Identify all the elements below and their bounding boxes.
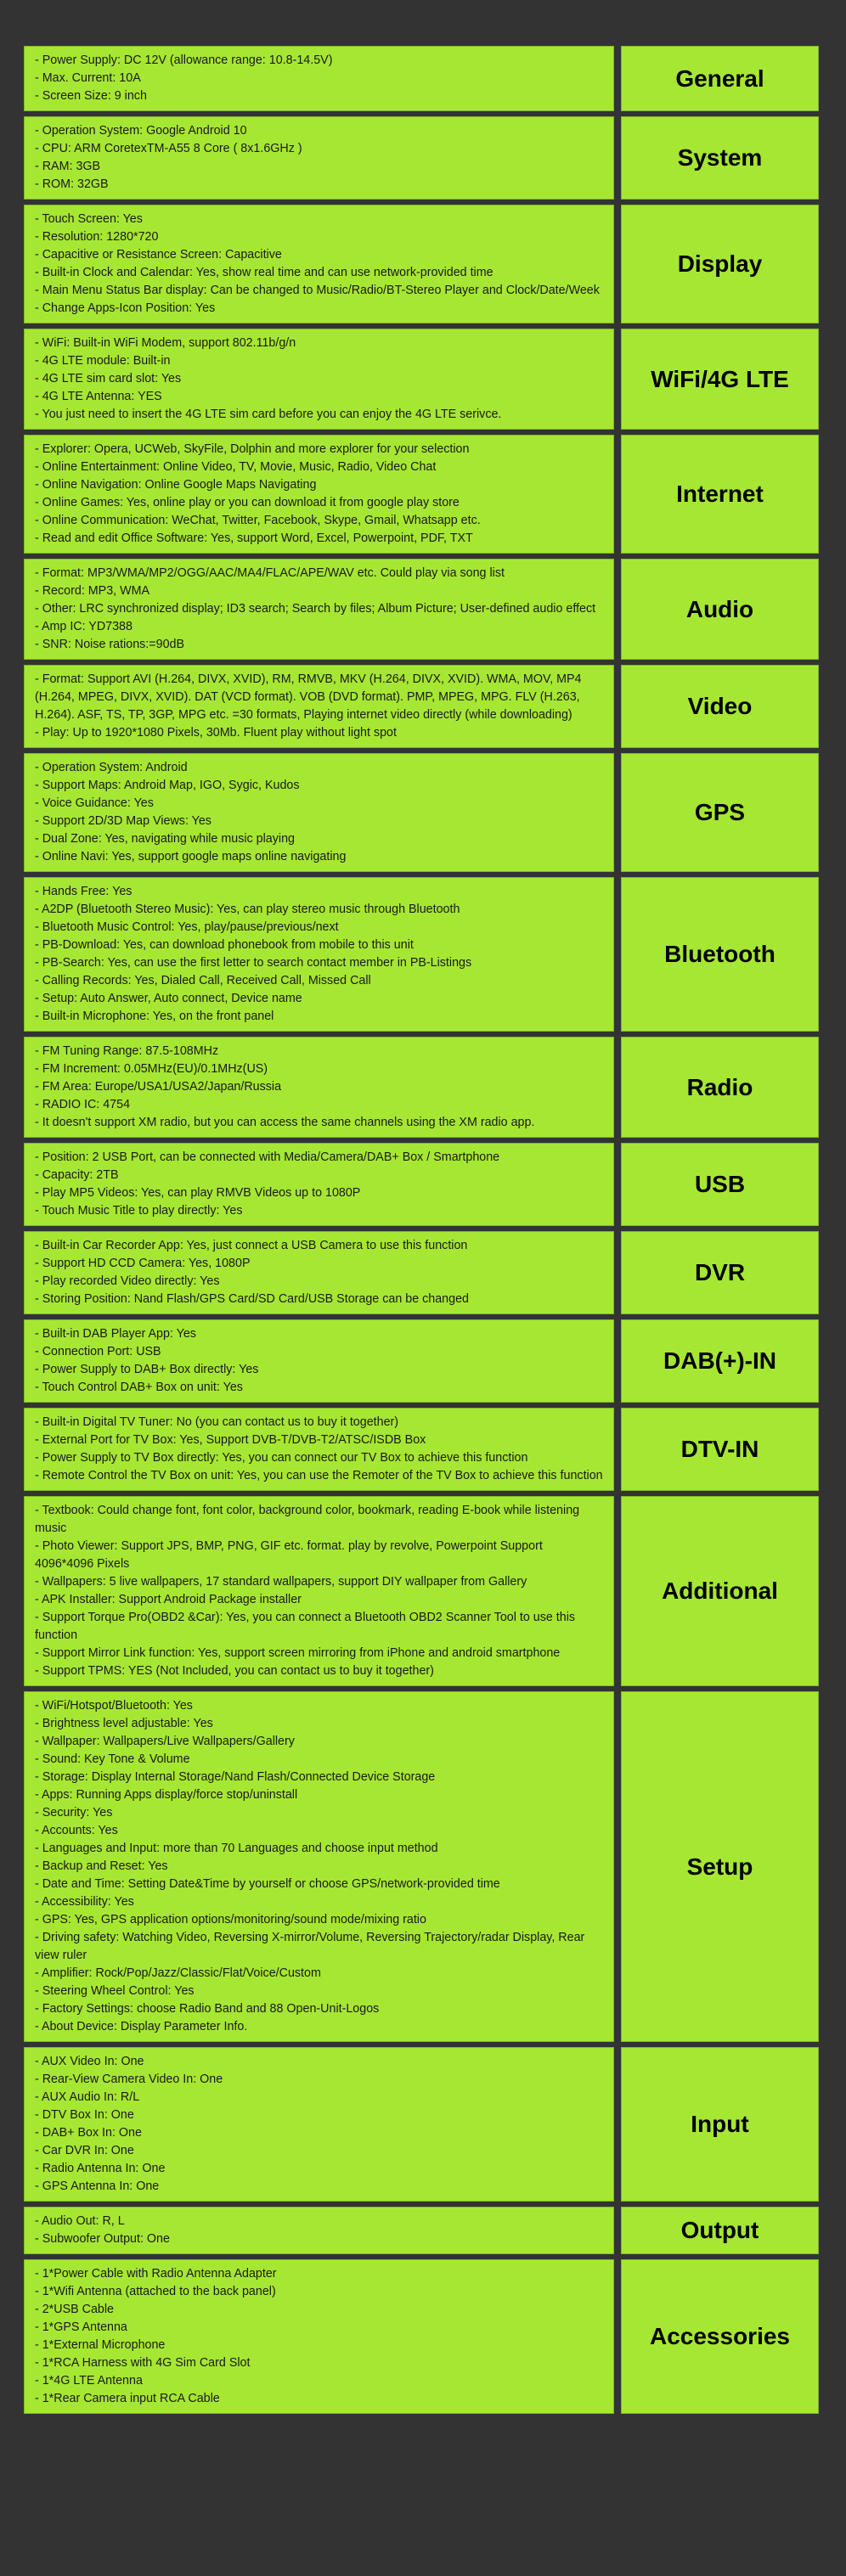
spec-row [24,2207,819,2259]
spec-line: - Explorer: Opera, UCWeb, SkyFile, Dolphin and more explorer for your selection [35,442,470,456]
spec-category-title: System [621,116,819,200]
spec-line: - Date and Time: Setting Date&Time by yourself or choose GPS/network-provided time [35,1877,500,1891]
spec-gap [614,1037,621,1138]
spec-gap [614,2259,621,2414]
spec-description [24,1231,614,1314]
spec-gap [614,753,621,872]
spec-line: - Power Supply to DAB+ Box directly: Yes [35,1363,259,1376]
spec-line: - Storage: Display Internal Storage/Nand Flash/Connected Device Storage [35,1770,436,1784]
spec-line: - Radio Antenna In: One [35,2162,166,2175]
spec-line: - Security: Yes [35,1806,113,1820]
spec-category-title: Accessories [621,2259,819,2414]
spec-category-title: Output [621,2207,819,2254]
spec-line: - Brightness level adjustable: Yes [35,1717,213,1730]
spec-gap [614,1319,621,1403]
spec-row [24,665,819,753]
spec-line: - Other: LRC synchronized display; ID3 search; Search by files; Album Picture; User-defined audio effect [35,602,596,616]
spec-line: - Support Torque Pro(OBD2 &Car): Yes, you can connect a Bluetooth OBD2 Scanner Tool to use this function [35,1611,576,1642]
spec-line: - Online Navi: Yes, support google maps online navigating [35,850,347,863]
spec-line: - Car DVR In: One [35,2144,134,2157]
spec-category-title: DVR [621,1231,819,1314]
spec-description [24,1691,614,2042]
spec-gap [614,559,621,660]
spec-line: - Storing Position: Nand Flash/GPS Card/SD Card/USB Storage can be changed [35,1292,469,1306]
spec-line: - Touch Music Title to play directly: Yes [35,1204,243,1218]
spec-line: - GPS: Yes, GPS application options/monitoring/sound mode/mixing ratio [35,1913,426,1926]
spec-category-title: Video [621,665,819,748]
spec-line: - Online Communication: WeChat, Twitter, Facebook, Skype, Gmail, Whatsapp etc. [35,514,481,527]
spec-category-title: General [621,46,819,111]
spec-line: - Capacity: 2TB [35,1168,119,1182]
spec-description [24,435,614,554]
spec-category-title: Bluetooth [621,877,819,1032]
spec-line: - 1*GPS Antenna [35,2320,127,2334]
spec-line: - RAM: 3GB [35,160,101,173]
spec-line: - Sound: Key Tone & Volume [35,1752,190,1766]
spec-line: - Hands Free: Yes [35,885,133,898]
spec-line: - Support TPMS: YES (Not Included, you can contact us to buy it together) [35,1664,434,1678]
spec-line: - PB-Search: Yes, can use the first letter to search contact member in PB-Listings [35,956,472,970]
spec-row [24,2259,819,2419]
spec-description [24,205,614,323]
spec-line: - Amplifier: Rock/Pop/Jazz/Classic/Flat/Voice/Custom [35,1966,321,1980]
spec-line: - Bluetooth Music Control: Yes, play/pause/previous/next [35,920,339,934]
spec-gap [614,1496,621,1686]
spec-row [24,1231,819,1319]
spec-line: - Online Navigation: Online Google Maps Navigating [35,478,317,492]
spec-line: - WiFi/Hotspot/Bluetooth: Yes [35,1699,193,1713]
spec-line: - Support HD CCD Camera: Yes, 1080P [35,1257,251,1270]
spec-line: - Main Menu Status Bar display: Can be changed to Music/Radio/BT-Stereo Player and Clock/Date/Week [35,284,600,297]
spec-line: - Max. Current: 10A [35,71,141,85]
spec-line: - 2*USB Cable [35,2303,114,2316]
spec-gap [614,46,621,111]
spec-line: - Steering Wheel Control: Yes [35,1984,195,1998]
spec-row [24,559,819,665]
spec-line: - Calling Records: Yes, Dialed Call, Received Call, Missed Call [35,974,371,987]
spec-description [24,559,614,660]
spec-line: - Format: MP3/WMA/MP2/OGG/AAC/MA4/FLAC/APE/WAV etc. Could play via song list [35,566,505,580]
spec-line: - Resolution: 1280*720 [35,230,159,244]
spec-gap [614,205,621,323]
spec-line: - Play MP5 Videos: Yes, can play RMVB Videos up to 1080P [35,1186,361,1200]
spec-line: - Audio Out: R, L [35,2214,125,2228]
spec-line: - 1*4G LTE Antenna [35,2374,143,2388]
spec-line: - Built-in Car Recorder App: Yes, just connect a USB Camera to use this function [35,1239,468,1252]
spec-line: - DTV Box In: One [35,2108,134,2122]
spec-line: - Format: Support AVI (H.264, DIVX, XVID), RM, RMVB, MKV (H.264, DIVX, XVID). WMA, MOV, MP4 (H.264, MPEG, DIVX, XVID). DAT (VCD format). VOB (DVD format). PMP, MPEG, MPG. FLV (H.263, H.264). ASF, TS, TP, 3GP, MPG etc. =30 formats, Playing internet video directly (while downloading) [35,672,582,722]
spec-line: - Remote Control the TV Box on unit: Yes, you can use the Remoter of the TV Box to achieve this function [35,1469,603,1482]
spec-line: - Wallpaper: Wallpapers/Live Wallpapers/Gallery [35,1735,295,1748]
spec-line: - Built-in Clock and Calendar: Yes, show real time and can use network-provided time [35,266,494,279]
spec-line: - Support Mirror Link function: Yes, support screen mirroring from iPhone and android smartphone [35,1646,561,1660]
spec-description [24,2047,614,2202]
spec-gap [614,1691,621,2042]
spec-description [24,1408,614,1491]
spec-line: - Voice Guidance: Yes [35,796,154,810]
spec-category-title: Internet [621,435,819,554]
spec-line: - 1*Power Cable with Radio Antenna Adapter [35,2267,277,2281]
spec-row [24,2047,819,2207]
spec-gap [614,877,621,1032]
spec-description [24,1319,614,1403]
spec-line: - Support Maps: Android Map, IGO, Sygic, Kudos [35,779,300,792]
spec-line: - RADIO IC: 4754 [35,1098,131,1111]
spec-row [24,1143,819,1231]
spec-line: - About Device: Display Parameter Info. [35,2020,248,2033]
spec-line: - Accessibility: Yes [35,1895,134,1909]
spec-line: - 4G LTE sim card slot: Yes [35,372,182,385]
spec-line: - 1*Rear Camera input RCA Cable [35,2392,220,2405]
spec-line: - Read and edit Office Software: Yes, support Word, Excel, Powerpoint, PDF, TXT [35,532,473,545]
spec-row [24,1037,819,1143]
spec-line: - Play recorded Video directly: Yes [35,1274,220,1288]
spec-row [24,753,819,877]
spec-category-title: DAB(+)-IN [621,1319,819,1403]
spec-line: - Built-in Digital TV Tuner: No (you can contact us to buy it together) [35,1415,399,1429]
spec-gap [614,1231,621,1314]
spec-row [24,1408,819,1496]
spec-line: - Record: MP3, WMA [35,584,150,598]
spec-category-title: WiFi/4G LTE [621,329,819,430]
spec-gap [614,1408,621,1491]
spec-line: - 4G LTE module: Built-in [35,354,171,368]
spec-line: - 1*RCA Harness with 4G Sim Card Slot [35,2356,251,2370]
spec-line: - Backup and Reset: Yes [35,1859,168,1873]
spec-line: - 4G LTE Antenna: YES [35,390,162,403]
spec-line: - Subwoofer Output: One [35,2232,170,2246]
spec-row [24,877,819,1037]
spec-line: - GPS Antenna In: One [35,2179,160,2193]
spec-line: - Rear-View Camera Video In: One [35,2073,223,2086]
spec-line: - APK Installer: Support Android Package installer [35,1593,302,1606]
spec-line: - Touch Screen: Yes [35,212,143,226]
spec-line: - Operation System: Android [35,761,188,774]
spec-line: - FM Increment: 0.05MHz(EU)/0.1MHz(US) [35,1062,268,1076]
spec-gap [614,116,621,200]
spec-row [24,329,819,435]
spec-line: - Play: Up to 1920*1080 Pixels, 30Mb. Fluent play without light spot [35,726,397,740]
spec-category-title: Audio [621,559,819,660]
spec-line: - External Port for TV Box: Yes, Support DVB-T/DVB-T2/ATSC/ISDB Box [35,1433,426,1447]
spec-line: - Driving safety: Watching Video, Reversing X-mirror/Volume, Reversing Trajectory/radar Display, Rear view ruler [35,1931,585,1962]
spec-line: - Amp IC: YD7388 [35,620,133,633]
spec-line: - Screen Size: 9 inch [35,89,147,103]
spec-gap [614,2207,621,2254]
spec-row [24,46,819,116]
spec-row [24,435,819,559]
spec-line: - Factory Settings: choose Radio Band and 88 Open-Unit-Logos [35,2002,380,2016]
spec-line: - It doesn't support XM radio, but you can access the same channels using the XM radio app. [35,1116,535,1129]
spec-category-title: Display [621,205,819,323]
spec-category-title: Setup [621,1691,819,2042]
spec-category-title: Additional [621,1496,819,1686]
spec-line: - Connection Port: USB [35,1345,161,1358]
spec-line: - Capacitive or Resistance Screen: Capacitive [35,248,282,262]
spec-line: - Operation System: Google Android 10 [35,124,247,138]
spec-line: - Change Apps-Icon Position: Yes [35,301,216,315]
spec-description [24,2207,614,2254]
spec-gap [614,1143,621,1226]
spec-line: - Languages and Input: more than 70 Languages and choose input method [35,1842,438,1855]
spec-description [24,1143,614,1226]
spec-line: - Built-in DAB Player App: Yes [35,1327,196,1341]
spec-line: - Photo Viewer: Support JPS, BMP, PNG, GIF etc. format. play by revolve, Powerpoint Support 4096*4096 Pixels [35,1539,543,1571]
spec-gap [614,665,621,748]
spec-line: - Online Entertainment: Online Video, TV, Movie, Music, Radio, Video Chat [35,460,437,474]
spec-line: - FM Tuning Range: 87.5-108MHz [35,1044,219,1058]
spec-description [24,46,614,111]
spec-line: - ROM: 32GB [35,177,109,191]
spec-line: - Power Supply to TV Box directly: Yes, you can connect our TV Box to achieve this function [35,1451,528,1465]
spec-line: - Power Supply: DC 12V (allowance range: 10.8-14.5V) [35,53,333,67]
spec-line: - You just need to insert the 4G LTE sim card before you can enjoy the 4G LTE serivce. [35,408,502,421]
spec-row [24,205,819,329]
spec-description [24,329,614,430]
spec-table [24,46,819,2419]
spec-description [24,1496,614,1686]
spec-line: - DAB+ Box In: One [35,2126,142,2140]
spec-line: - FM Area: Europe/USA1/USA2/Japan/Russia [35,1080,282,1094]
spec-line: - Dual Zone: Yes, navigating while music playing [35,832,295,846]
spec-line: - SNR: Noise rations:=90dB [35,638,185,651]
spec-line: - Touch Control DAB+ Box on unit: Yes [35,1381,243,1394]
spec-description [24,877,614,1032]
spec-line: - 1*External Microphone [35,2338,166,2352]
spec-line: - PB-Download: Yes, can download phonebook from mobile to this unit [35,938,414,952]
spec-category-title: Input [621,2047,819,2202]
spec-line: - Apps: Running Apps display/force stop/uninstall [35,1788,298,1802]
spec-description [24,665,614,748]
spec-description [24,1037,614,1138]
spec-row [24,116,819,205]
spec-line: - Textbook: Could change font, font color, background color, bookmark, reading E-book while listening music [35,1504,580,1535]
spec-line: - Built-in Microphone: Yes, on the front panel [35,1010,274,1023]
spec-line: - Accounts: Yes [35,1824,118,1837]
spec-row [24,1319,819,1408]
spec-gap [614,435,621,554]
spec-line: - A2DP (Bluetooth Stereo Music): Yes, can play stereo music through Bluetooth [35,903,460,916]
spec-category-title: DTV-IN [621,1408,819,1491]
spec-line: - 1*Wifi Antenna (attached to the back panel) [35,2285,276,2298]
spec-line: - CPU: ARM CoretexTM-A55 8 Core ( 8x1.6GHz ) [35,142,302,155]
spec-line: - AUX Audio In: R/L [35,2090,140,2104]
spec-line: - AUX Video In: One [35,2055,144,2068]
spec-row [24,1691,819,2047]
spec-line: - Setup: Auto Answer, Auto connect, Device name [35,992,302,1005]
spec-line: - WiFi: Built-in WiFi Modem, support 802.11b/g/n [35,336,296,350]
spec-gap [614,329,621,430]
spec-line: - Position: 2 USB Port, can be connected with Media/Camera/DAB+ Box / Smartphone [35,1150,500,1164]
spec-category-title: GPS [621,753,819,872]
spec-line: - Wallpapers: 5 live wallpapers, 17 standard wallpapers, support DIY wallpaper from Gallery [35,1575,527,1589]
spec-description [24,2259,614,2414]
spec-description [24,753,614,872]
spec-category-title: Radio [621,1037,819,1138]
spec-gap [614,2047,621,2202]
spec-line: - Support 2D/3D Map Views: Yes [35,814,212,828]
spec-category-title: USB [621,1143,819,1226]
spec-line: - Online Games: Yes, online play or you can download it from google play store [35,496,460,509]
spec-row [24,1496,819,1691]
spec-description [24,116,614,200]
